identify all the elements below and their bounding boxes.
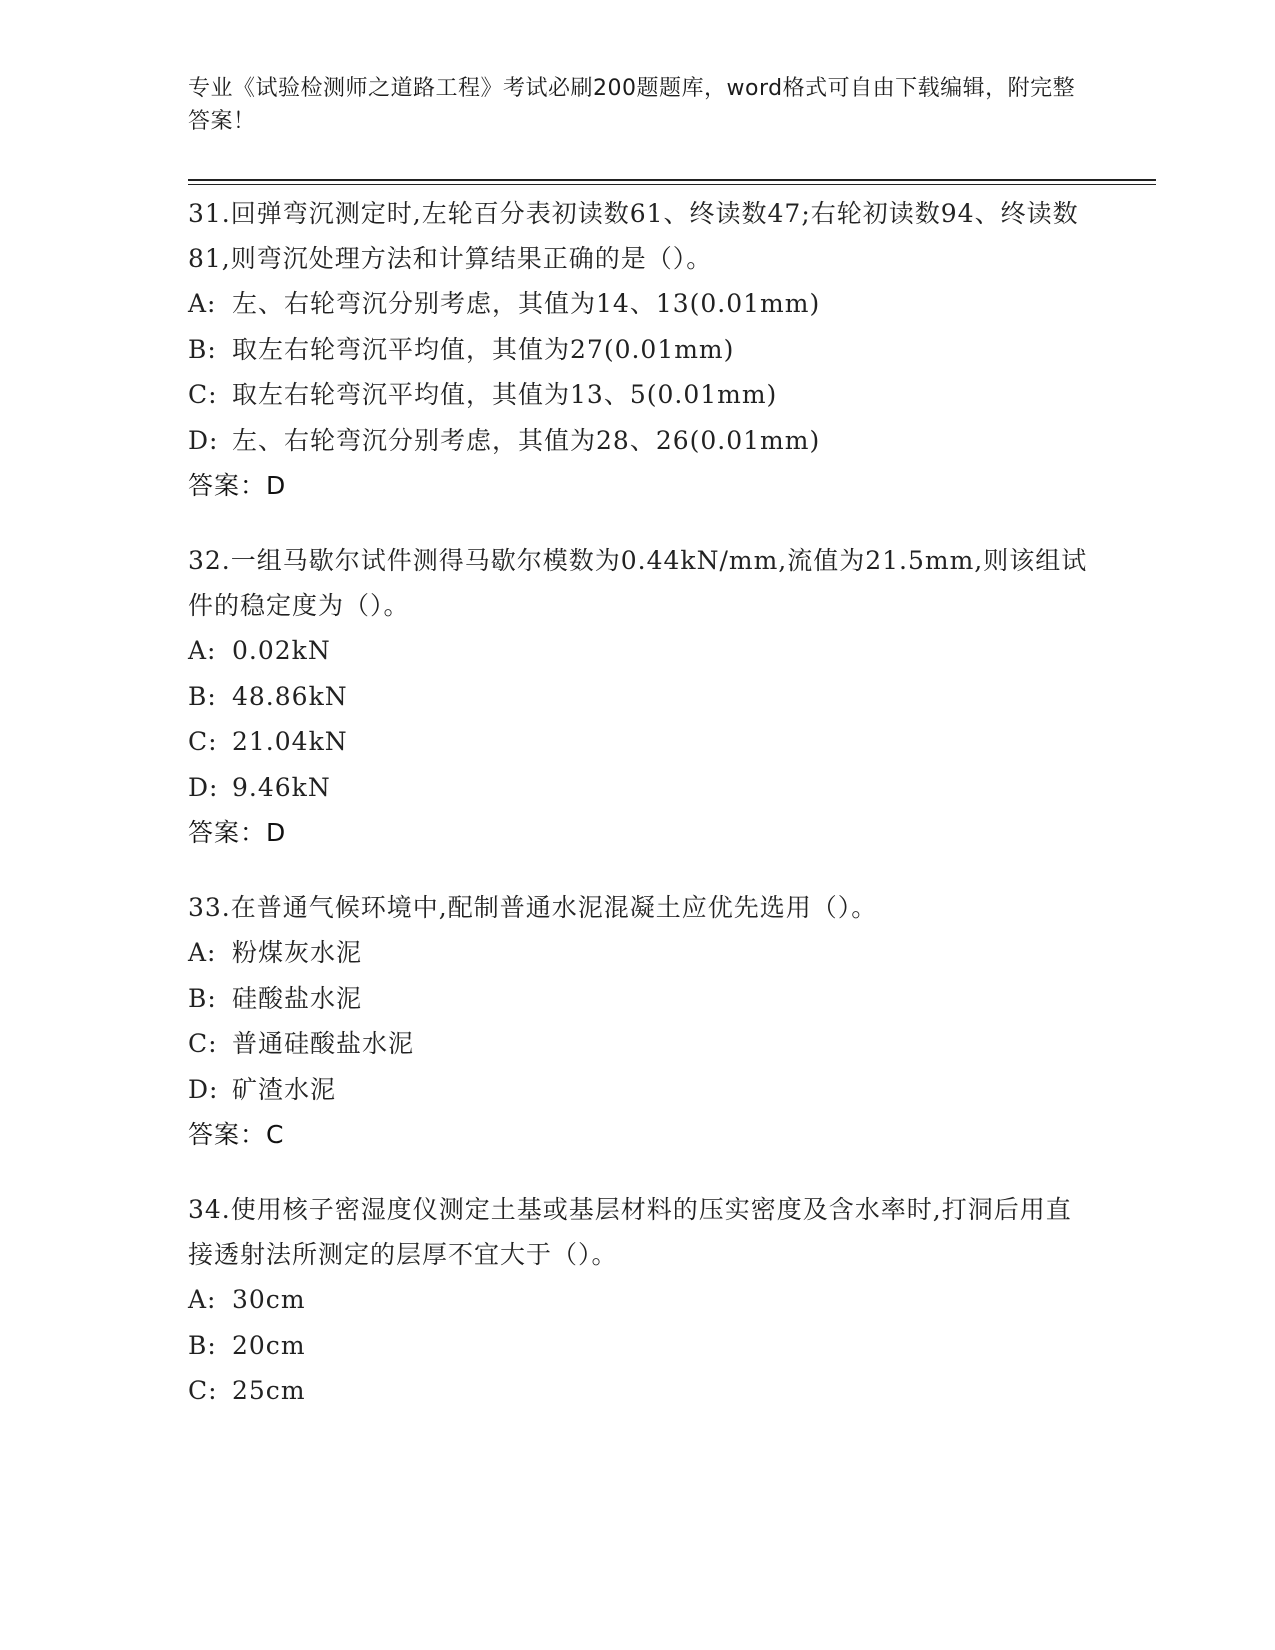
option-letter: D: (188, 425, 219, 455)
option-c (188, 372, 1088, 418)
option-text: 粉煤灰水泥 (232, 938, 363, 967)
option-text: 25cm (232, 1376, 306, 1405)
question-31 (188, 191, 1088, 508)
answer-line: 答案：C (188, 1120, 285, 1149)
header-rule-thin (188, 184, 1156, 185)
question-32 (188, 538, 1088, 855)
option-letter: A: (188, 938, 217, 967)
option-b (188, 1323, 1088, 1369)
answer-line: 答案：D (188, 471, 287, 500)
option-a (188, 930, 1088, 976)
option-text: 硅酸盐水泥 (232, 983, 363, 1013)
option-text: 48.86kN (232, 681, 348, 711)
option-b (188, 976, 1088, 1022)
question-33 (188, 885, 1088, 1157)
option-text: 普通硅酸盐水泥 (232, 1029, 415, 1058)
option-text: 矿渣水泥 (232, 1074, 337, 1104)
option-letter: D: (188, 772, 219, 802)
option-text: 20cm (232, 1330, 306, 1360)
document-header: 专业《试验检测师之道路工程》考试必刷200题题库，word格式可自由下载编辑，附完整答案！ (188, 76, 1076, 134)
option-letter: A: (188, 636, 217, 665)
question-stem: 33.在普通气候环境中,配制普通水泥混凝土应优先选用（）。 (188, 893, 878, 922)
option-letter: A: (188, 289, 217, 318)
question-stem: 31.回弹弯沉测定时,左轮百分表初读数61、终读数47;右轮初读数94、终读数81,则弯沉处理方法和计算结果正确的是（）。 (188, 199, 1079, 273)
question-34 (188, 1187, 1088, 1414)
option-letter: B: (188, 334, 217, 364)
option-letter: C: (188, 1376, 218, 1405)
option-c (188, 719, 1088, 765)
option-c (188, 1368, 1088, 1414)
option-d (188, 1067, 1088, 1113)
option-text: 21.04kN (232, 727, 348, 756)
option-b (188, 327, 1088, 373)
question-stem: 32.一组马歇尔试件测得马歇尔模数为0.44kN/mm,流值为21.5mm,则该组试件的稳定度为（）。 (188, 546, 1088, 620)
question-list (188, 191, 1088, 1444)
option-letter: B: (188, 681, 217, 711)
option-text: 9.46kN (232, 772, 331, 802)
option-a (188, 281, 1088, 327)
option-text: 取左右轮弯沉平均值，其值为13、5(0.01mm) (232, 380, 778, 409)
option-text: 左、右轮弯沉分别考虑，其值为28、26(0.01mm) (232, 425, 821, 455)
option-letter: A: (188, 1285, 217, 1314)
option-b (188, 674, 1088, 720)
option-letter: C: (188, 380, 218, 409)
option-letter: C: (188, 1029, 218, 1058)
option-letter: C: (188, 727, 218, 756)
option-letter: D: (188, 1074, 219, 1104)
option-text: 30cm (232, 1285, 306, 1314)
answer-line: 答案：D (188, 818, 287, 847)
option-d (188, 765, 1088, 811)
option-d (188, 418, 1088, 464)
option-a (188, 1277, 1088, 1323)
option-letter: B: (188, 1330, 217, 1360)
option-a (188, 628, 1088, 674)
option-text: 取左右轮弯沉平均值，其值为27(0.01mm) (232, 334, 735, 364)
option-c (188, 1021, 1088, 1067)
option-text: 左、右轮弯沉分别考虑，其值为14、13(0.01mm) (232, 289, 821, 318)
option-text: 0.02kN (232, 636, 331, 665)
question-stem: 34.使用核子密湿度仪测定土基或基层材料的压实密度及含水率时,打洞后用直接透射法所测定的层厚不宜大于（）。 (188, 1195, 1072, 1269)
option-letter: B: (188, 983, 217, 1013)
header-rule-thick (188, 179, 1156, 181)
